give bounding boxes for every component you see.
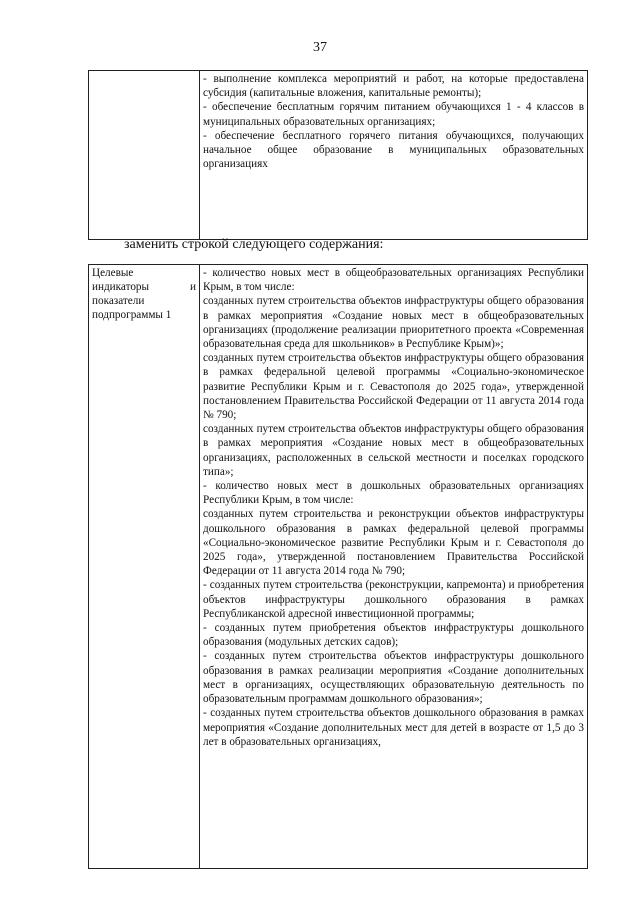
indicator-content-cell <box>200 265 588 869</box>
paragraph: - выполнение комплекса мероприятий и работ, на которые предоставлена субсидия (капитальные вложения, капитальные ремонты); <box>203 73 584 100</box>
paragraph: - обеспечение бесплатным горячим питанием обучающихся 1 - 4 классов в муниципальных образовательных организациях; <box>203 101 584 128</box>
indicator-label <box>92 266 196 322</box>
paragraph: - созданных путем строительства (реконструкции, капремонта) и приобретения объектов инфраструктуры дошкольного образования в рамках Республиканской адресной инвестиционной программы; <box>203 579 584 620</box>
left-cell-empty <box>89 71 200 240</box>
label-line: Целевые <box>92 267 134 279</box>
paragraph: - созданных путем строительства объектов инфраструктуры дошкольного образования в рамках реализации мероприятия «Создание дополнительных мест в организациях, осуществляющих образовательную деятельность по образовательным программам дошкольного образования»; <box>203 650 584 706</box>
paragraph: созданных путем строительства объектов инфраструктуры общего образования в рамках мероприятия «Создание новых мест в общеобразовательных организациях (продолжение реализации приоритетного проекта «Современная образовательная среда для школьников» в Республике Крым)»; <box>203 295 584 351</box>
cell-text <box>203 72 584 171</box>
label-word: и <box>190 281 196 293</box>
label-line <box>92 280 196 294</box>
label-line: подпрограммы 1 <box>92 309 172 321</box>
indicator-label-cell <box>89 265 200 869</box>
paragraph: созданных путем строительства объектов инфраструктуры общего образования в рамках федеральной целевой программы «Социально-экономическое развитие Республики Крым и г. Севастополя до 2025 года», утвержденной постановлением Правительства Российской Федерации от 11 августа 2014 года № 790; <box>203 352 584 422</box>
paragraph: - обеспечение бесплатного горячего питания обучающихся, получающих начальное общее образование в муниципальных образовательных организациях <box>203 129 584 171</box>
previous-row-table <box>88 70 588 240</box>
table-row <box>89 265 588 869</box>
page-number: 37 <box>313 40 327 55</box>
label-word: индикаторы <box>92 281 150 293</box>
paragraph: - количество новых мест в дошкольных образовательных организациях Республики Крым, в том числе: <box>203 480 584 507</box>
paragraph: - количество новых мест в общеобразовательных организациях Республики Крым, в том числе: <box>203 267 584 294</box>
new-row-table <box>88 264 588 869</box>
label-line: показатели <box>92 295 145 307</box>
table-row <box>89 71 588 240</box>
replace-instruction: заменить строкой следующего содержания: <box>124 237 384 252</box>
cell-text <box>203 266 584 749</box>
paragraph: - созданных путем строительства объектов дошкольного образования в рамках мероприятия «Создание дополнительных мест для детей в возрасте от 1,5 до 3 лет в образовательных организациях, <box>203 707 584 748</box>
paragraph: - созданных путем приобретения объектов инфраструктуры дошкольного образования (модульных детских садов); <box>203 622 584 649</box>
right-cell <box>200 71 588 240</box>
paragraph: созданных путем строительства и реконструкции объектов инфраструктуры дошкольного образования в рамках федеральной целевой программы «Социально-экономическое развитие Республики Крым и г. Севастополя до 2025 года», утвержденной постановлением Правительства Российской Федерации от 11 августа 2014 года № 790; <box>203 508 584 578</box>
paragraph: созданных путем строительства объектов инфраструктуры общего образования в рамках мероприятия «Создание новых мест в общеобразовательных организациях, расположенных в сельской местности и поселках городского типа»; <box>203 423 584 478</box>
